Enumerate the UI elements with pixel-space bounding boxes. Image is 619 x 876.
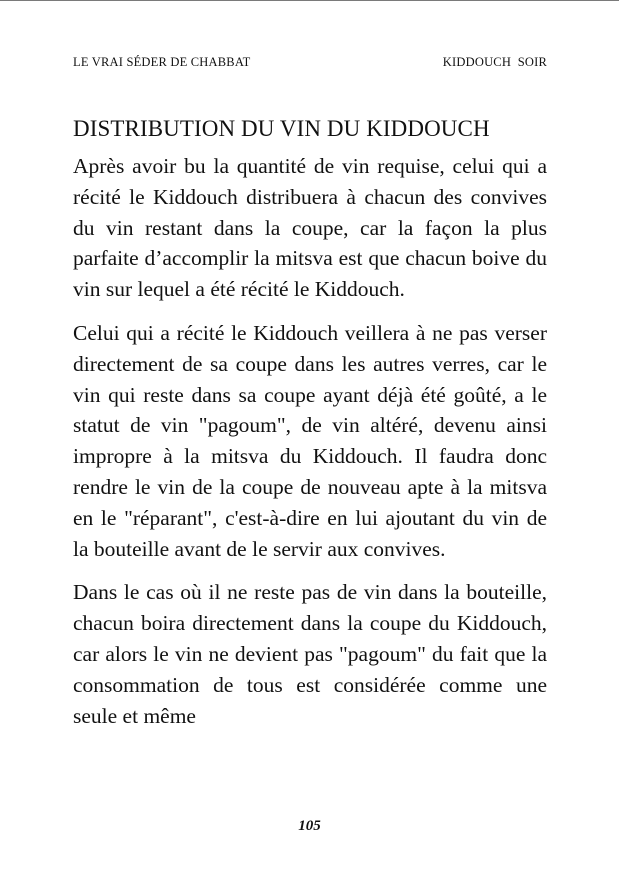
text-body [73,151,547,744]
paragraph-1: Après avoir bu la quantité de vin requise, celui qui a récité le Kiddouch distribuera à chacun des convives du vin restant dans la coupe, car la façon la plus parfaite d’accomplir la mitsva est que chacun boive du vin sur lequel a été récité le Kiddouch. [73,154,547,302]
page-number: 105 [298,818,321,834]
running-header [73,55,547,70]
paragraph-2: Celui qui a récité le Kiddouch veillera à ne pas verser directement de sa coupe dans les autres verres, car le vin qui reste dans sa coupe ayant déjà été goûté, a le statut de vin "pagoum", de vin altéré, devenu ainsi impropre à la mitsva du Kiddouch. Il faudra donc rendre le vin de la coupe de nouveau apte à la mitsva en le "réparant", c'est-à-dire en lui ajoutant du vin de la bouteille avant de le servir aux convives. [73,320,547,561]
book-title: LE VRAI SÉDER DE CHABBAT [73,55,251,69]
paragraph-3: Dans le cas où il ne reste pas de vin dans la bouteille, chacun boira directement dans la coupe du Kiddouch, car alors le vin ne devient pas "pagoum" du fait que la consommation de tous est considérée comme une seule et même [73,580,547,728]
chapter-title: KIDDOUCH SOIR [442,55,547,69]
top-border-rule [0,0,619,1]
section-title: DISTRIBUTION DU VIN DU KIDDOUCH [73,116,490,141]
